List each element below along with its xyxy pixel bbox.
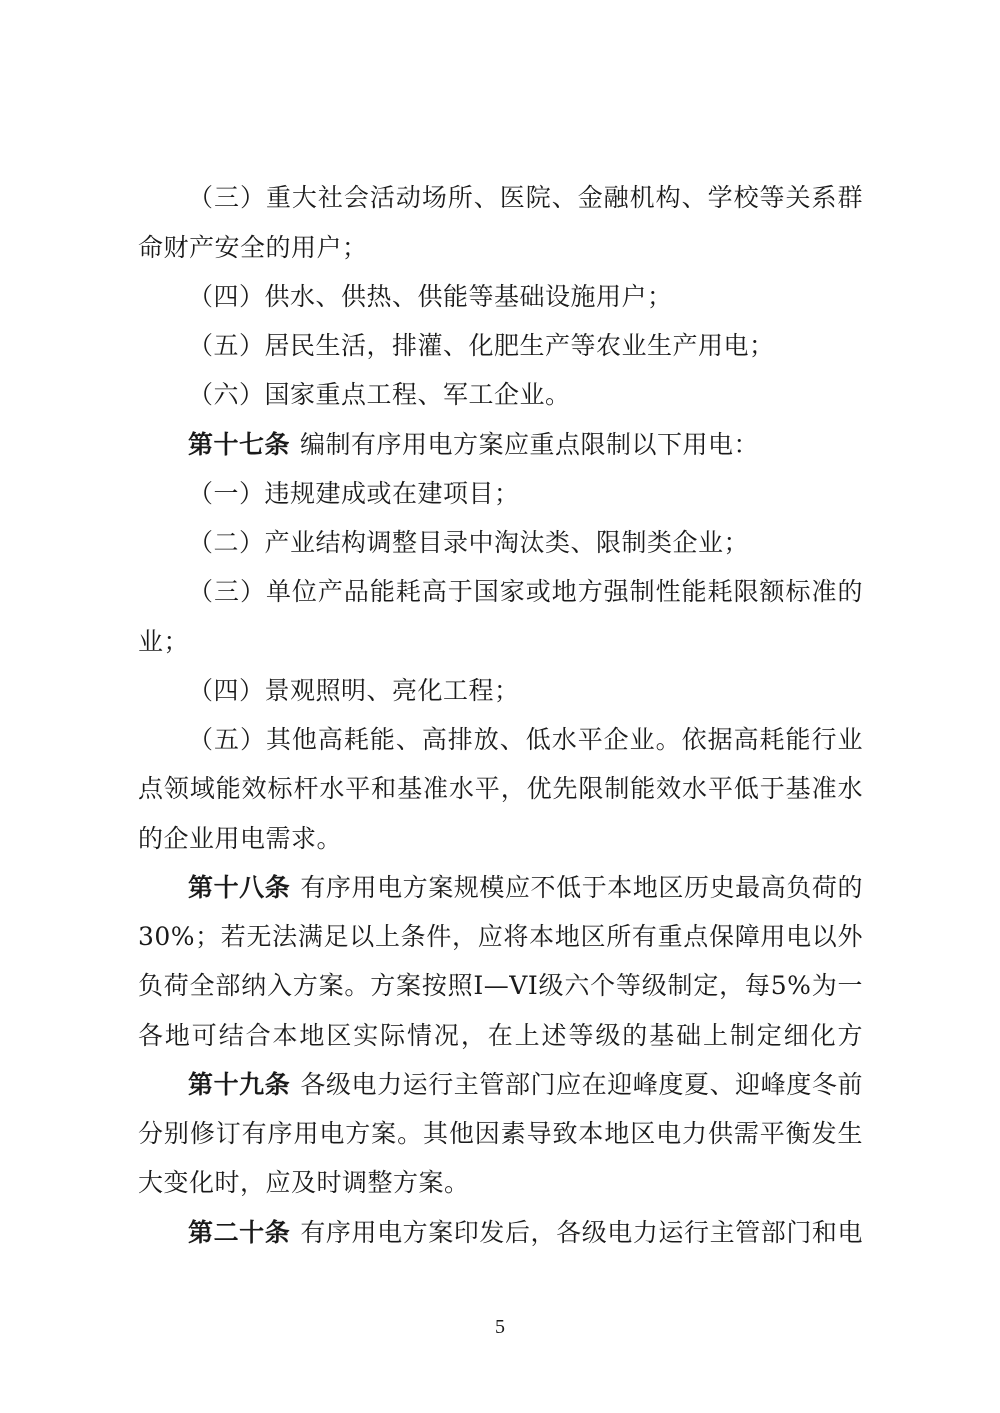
article-text: 编制有序用电方案应重点限制以下用电： bbox=[300, 430, 760, 459]
article-label: 第十七条 bbox=[188, 430, 291, 459]
page-number: 5 bbox=[495, 1316, 505, 1338]
text-line: 业； bbox=[138, 627, 190, 656]
text-line: 大变化时，应及时调整方案。 bbox=[138, 1168, 470, 1197]
text-line: 点领域能效标杆水平和基准水平，优先限制能效水平低于基准水 bbox=[138, 774, 863, 803]
text-line: （五）其他高耗能、高排放、低水平企业。依据高耗能行业 bbox=[188, 725, 863, 754]
text-line: （二）产业结构调整目录中淘汰类、限制类企业； bbox=[188, 528, 750, 557]
text-line: （三）单位产品能耗高于国家或地方强制性能耗限额标准的 bbox=[188, 577, 863, 606]
article-17-line bbox=[188, 425, 863, 465]
text-line: 分别修订有序用电方案。其他因素导致本地区电力供需平衡发生 bbox=[138, 1119, 863, 1148]
article-text: 各级电力运行主管部门应在迎峰度夏、迎峰度冬前 bbox=[300, 1070, 863, 1099]
text-line: （四）景观照明、亮化工程； bbox=[188, 676, 520, 705]
text-line: 的企业用电需求。 bbox=[138, 824, 343, 853]
article-20-line bbox=[188, 1213, 863, 1253]
article-18-line bbox=[188, 868, 863, 908]
article-text: 有序用电方案规模应不低于本地区历史最高负荷的 bbox=[300, 873, 863, 902]
text-line: （三）重大社会活动场所、医院、金融机构、学校等关系群 bbox=[188, 183, 863, 212]
text-line: （四）供水、供热、供能等基础设施用户； bbox=[188, 282, 673, 311]
text-line: 30%；若无法满足以上条件，应将本地区所有重点保障用电以外 bbox=[138, 922, 863, 951]
article-19-line bbox=[188, 1065, 863, 1105]
article-label: 第十八条 bbox=[188, 873, 291, 902]
text-line: （六）国家重点工程、军工企业。 bbox=[188, 380, 571, 409]
text-line: 负荷全部纳入方案。方案按照I—VI级六个等级制定，每5%为一 bbox=[138, 971, 863, 1000]
text-line: 命财产安全的用户； bbox=[138, 233, 368, 262]
text-line: 各地可结合本地区实际情况，在上述等级的基础上制定细化方 bbox=[138, 1021, 863, 1050]
article-label: 第二十条 bbox=[188, 1218, 291, 1247]
text-line: （五）居民生活，排灌、化肥生产等农业生产用电； bbox=[188, 331, 775, 360]
article-label: 第十九条 bbox=[188, 1070, 291, 1099]
article-text: 有序用电方案印发后，各级电力运行主管部门和电 bbox=[300, 1218, 863, 1247]
text-line: （一）违规建成或在建项目； bbox=[188, 479, 520, 508]
